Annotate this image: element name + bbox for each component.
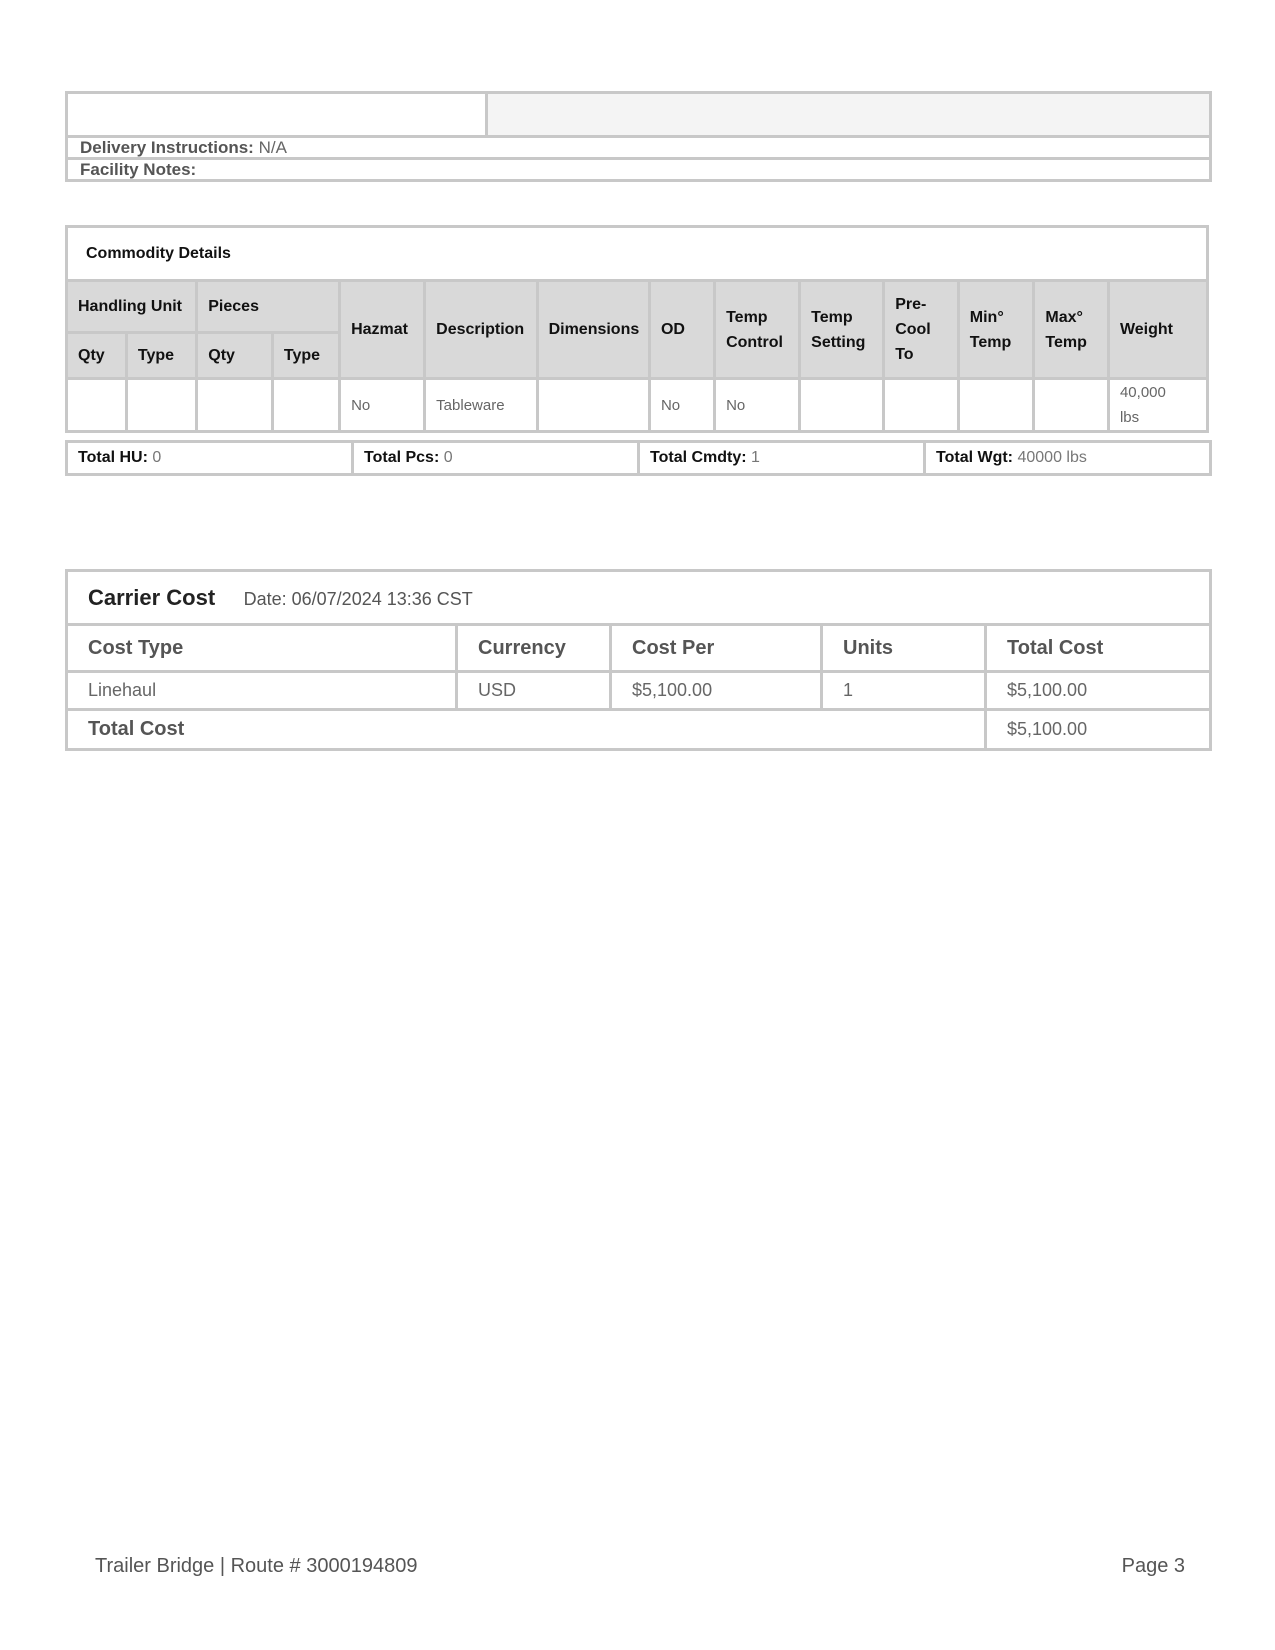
col-total-cost: Total Cost: [986, 625, 1211, 672]
facility-notes-label: Facility Notes:: [80, 160, 197, 179]
carrier-cost-column-headers: [67, 625, 1211, 672]
header-pcs-qty: Qty: [197, 333, 273, 379]
total-cmdty: [639, 442, 925, 475]
header-pieces: Pieces: [197, 281, 340, 333]
commodity-details-table: [65, 225, 1209, 433]
total-cmdty-label: Total Cmdty:: [650, 449, 747, 466]
header-dimensions: Dimensions: [537, 281, 649, 379]
cell-pcs-type: [272, 379, 339, 432]
total-cost-label: Total Cost: [67, 710, 986, 750]
total-wgt-value: 40000 lbs: [1017, 449, 1087, 466]
total-cost-value: $5,100.00: [986, 710, 1211, 750]
delivery-info-table: [65, 91, 1212, 182]
cell-dimensions: [537, 379, 649, 432]
cell-description: Tableware: [425, 379, 537, 432]
header-min-temp-line2: Temp: [969, 333, 1012, 351]
delivery-instructions-value: N/A: [258, 138, 287, 157]
total-pcs-value: 0: [443, 449, 453, 466]
header-hu-type: Type: [126, 333, 196, 379]
facility-notes-row: [67, 159, 1211, 181]
col-currency: Currency: [457, 625, 611, 672]
cell-hu-type: [126, 379, 196, 432]
col-units: Units: [822, 625, 986, 672]
cell-temp-setting: [800, 379, 884, 432]
cell-hazmat: No: [340, 379, 425, 432]
cell-weight-line2: lbs: [1119, 409, 1140, 426]
cell-pcs-qty: [197, 379, 273, 432]
cell-precool: [884, 379, 959, 432]
cell-weight-line1: 40,000: [1119, 384, 1166, 401]
commodity-row: [67, 379, 1208, 432]
cell-weight: [1108, 379, 1207, 432]
footer-page-number: Page 3: [1121, 1555, 1185, 1577]
header-precool-line3: To: [895, 346, 914, 363]
carrier-cost-date: Date: 06/07/2024 13:36 CST: [243, 588, 473, 609]
cell-hu-qty: [67, 379, 127, 432]
delivery-instructions-row: [67, 137, 1211, 159]
col-cost-per: Cost Per: [611, 625, 822, 672]
total-cmdty-value: 1: [751, 449, 760, 466]
header-temp-setting: [800, 281, 884, 379]
table-row: [67, 672, 1211, 710]
cell-od: No: [649, 379, 714, 432]
header-min-temp: [958, 281, 1034, 379]
cell-min-temp: [958, 379, 1034, 432]
header-temp-setting-line2: Setting: [811, 333, 866, 351]
header-temp-control: [715, 281, 800, 379]
total-pcs: [353, 442, 639, 475]
total-pcs-label: Total Pcs:: [364, 449, 440, 466]
total-hu: [67, 442, 353, 475]
delivery-instructions-label: Delivery Instructions:: [80, 138, 254, 157]
row-units: 1: [822, 672, 986, 710]
row-currency: USD: [457, 672, 611, 710]
footer-route: Trailer Bridge | Route # 3000194809: [95, 1555, 418, 1577]
carrier-cost-header: [67, 571, 1211, 625]
header-description: Description: [425, 281, 537, 379]
cell-temp-control: No: [715, 379, 800, 432]
header-temp-control-line2: Control: [726, 333, 783, 351]
carrier-cost-table: [65, 569, 1212, 751]
col-cost-type: Cost Type: [67, 625, 457, 672]
header-hazmat: Hazmat: [340, 281, 425, 379]
header-weight: Weight: [1108, 281, 1207, 379]
header-handling-unit: Handling Unit: [67, 281, 197, 333]
header-od: OD: [649, 281, 714, 379]
header-max-temp-line2: Temp: [1045, 333, 1087, 351]
header-precool-line1: Pre-: [895, 296, 927, 313]
header-max-temp: [1034, 281, 1109, 379]
header-min-temp-line1: Min°: [969, 308, 1004, 326]
commodity-totals-table: [65, 440, 1212, 476]
total-wgt-label: Total Wgt:: [936, 449, 1014, 466]
header-temp-control-line1: Temp: [726, 308, 768, 326]
row-cost-per: $5,100.00: [611, 672, 822, 710]
total-cost-row: [67, 710, 1211, 750]
stop-info-right-cell: [487, 93, 1211, 137]
header-pcs-type: Type: [272, 333, 339, 379]
carrier-cost-title: Carrier Cost: [88, 584, 216, 610]
cell-max-temp: [1034, 379, 1109, 432]
total-hu-label: Total HU:: [78, 449, 148, 466]
header-hu-qty: Qty: [67, 333, 127, 379]
total-wgt: [925, 442, 1211, 475]
header-precool-to: [884, 281, 959, 379]
header-precool-line2: Cool: [895, 321, 931, 338]
total-hu-value: 0: [152, 449, 162, 466]
commodity-details-title: Commodity Details: [67, 227, 1208, 281]
header-max-temp-line1: Max°: [1045, 308, 1083, 326]
stop-info-left-cell: [67, 93, 487, 137]
row-total-cost: $5,100.00: [986, 672, 1211, 710]
row-cost-type: Linehaul: [67, 672, 457, 710]
header-temp-setting-line1: Temp: [811, 308, 853, 326]
